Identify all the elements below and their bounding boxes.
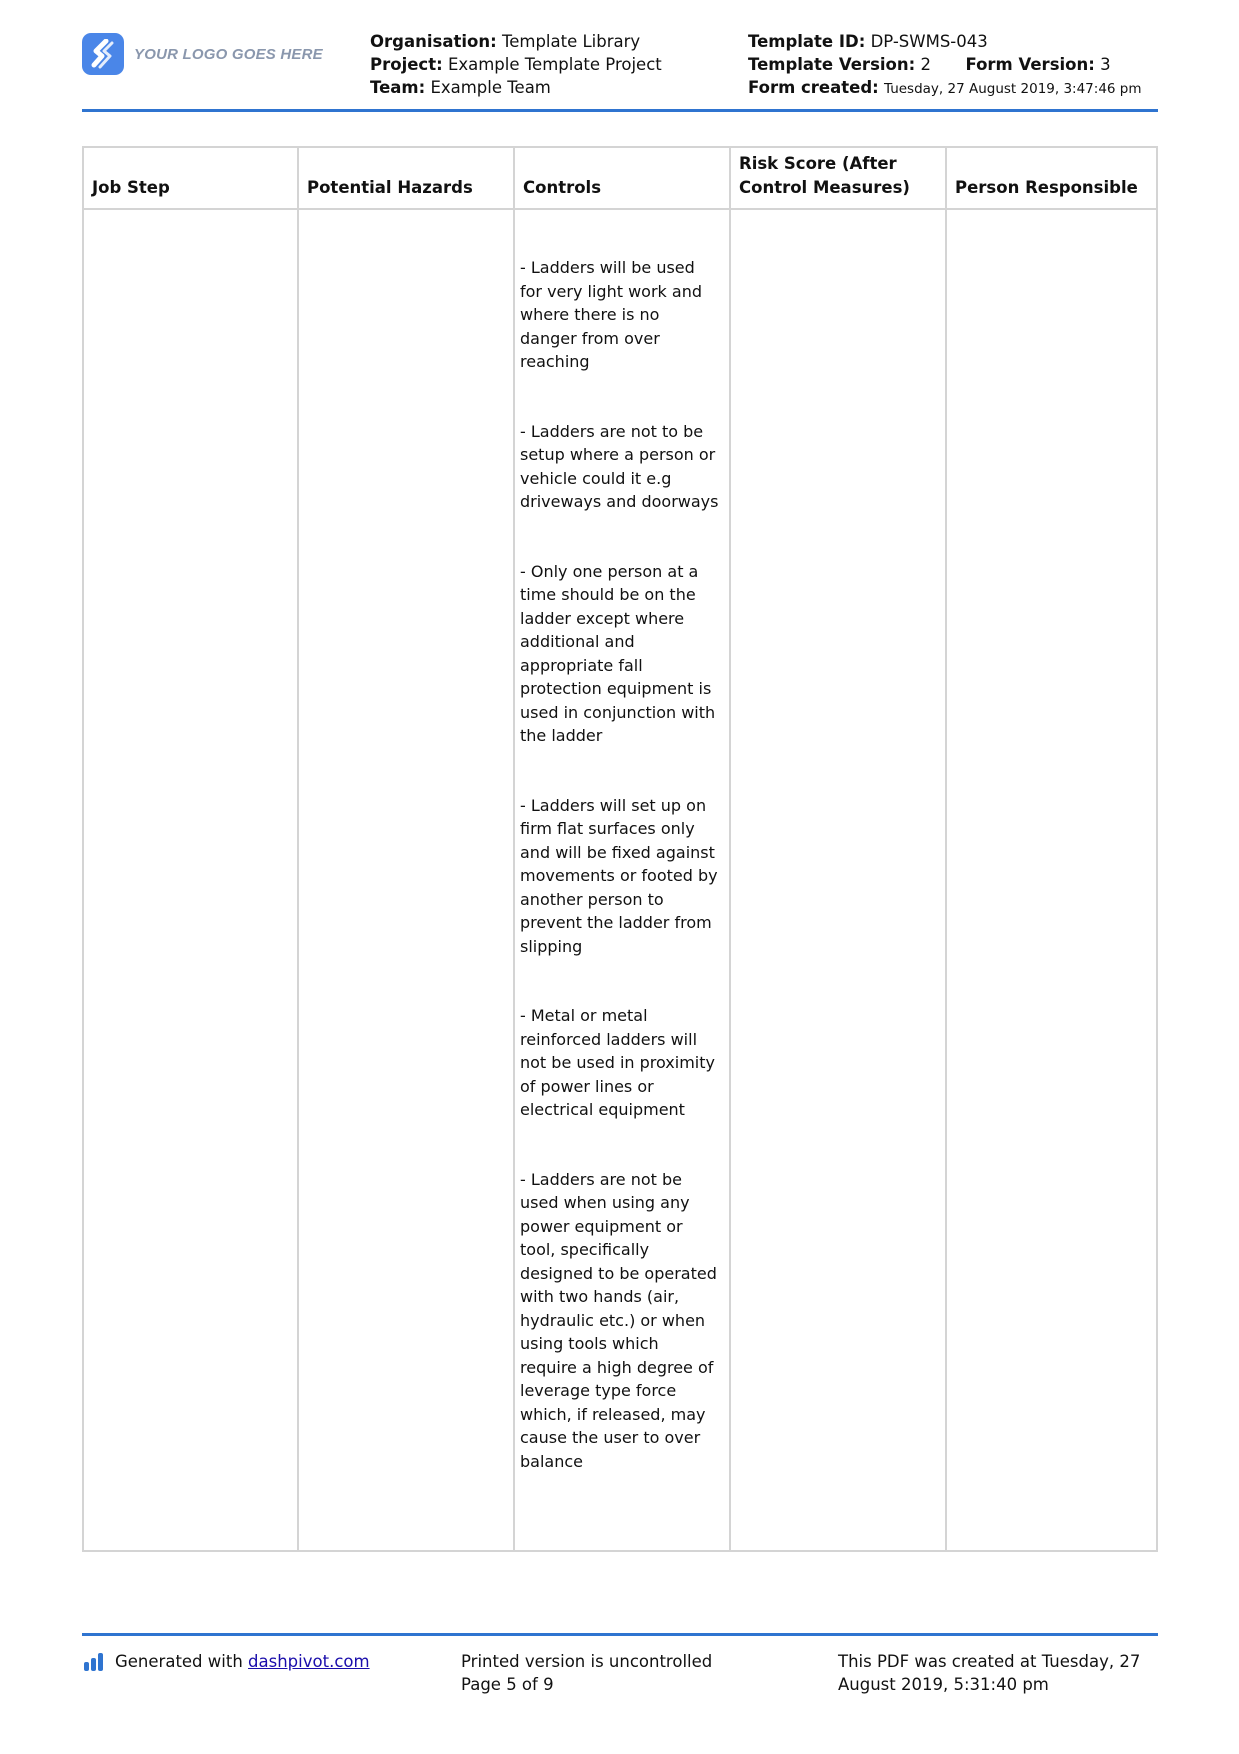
template-id-value: DP-SWMS-043 [870,32,988,51]
control-item: - Ladders are not be used when using any power equipment or tool, specifically designed to be operated with two hands (air, hydraulic etc.) or when using tools which require a high degree of leverage type force which, if released, may cause the user to over balance [520,1169,717,1471]
column-header-person-responsible: Person Responsible [947,148,1156,210]
column-header-potential-hazards: Potential Hazards [299,148,515,210]
logo-text: YOUR LOGO GOES HERE [134,45,323,63]
header-template-info [748,30,1142,101]
swms-table [82,146,1158,1552]
template-id-row [748,30,1142,53]
column-divider [513,148,515,1550]
control-item: - Ladders are not to be setup where a person or vehicle could it e.g driveways and doorways [520,421,719,511]
logo-icon [82,33,124,75]
column-divider [297,148,299,1550]
form-version-value: 3 [1100,55,1111,74]
column-divider [945,148,947,1550]
team-value: Example Team [430,78,551,97]
project-value: Example Template Project [447,55,662,74]
version-row [748,53,1142,76]
uncontrolled-note: Printed version is uncontrolled [461,1652,713,1671]
form-created-value: Tuesday, 27 August 2019, 3:47:46 pm [884,81,1142,97]
organisation-value: Template Library [501,32,641,51]
control-item: - Ladders will set up on firm flat surfaces only and will be fixed against movements or footed by another person to prevent the ladder from slipping [520,795,718,956]
dashpivot-link[interactable]: dashpivot.com [248,1652,370,1671]
project-row [370,53,662,76]
organisation-label: Organisation: [370,32,497,51]
header-divider [82,109,1158,112]
footer-generated [84,1650,370,1673]
project-label: Project: [370,55,443,74]
footer-divider [82,1633,1158,1636]
header-project-info [370,30,662,99]
pdf-created-note: This PDF was created at Tuesday, 27 August 2019, 5:31:40 pm [838,1652,1141,1694]
team-label: Team: [370,78,426,97]
column-header-controls: Controls [515,148,731,210]
form-created-label: Form created: [748,78,879,97]
control-item: - Metal or metal reinforced ladders will not be used in proximity of power lines or electrical equipment [520,1006,715,1119]
control-item: - Ladders will be used for very light work and where there is no danger from over reaching [520,258,702,371]
dashpivot-bars-icon [84,1653,105,1671]
footer-page-info [461,1650,712,1696]
page-number: Page 5 of 9 [461,1675,554,1694]
template-version-label: Template Version: [748,55,916,74]
generated-prefix: Generated with [115,1652,243,1671]
template-version-value: 2 [920,55,931,74]
team-row [370,76,662,99]
column-header-risk-score: Risk Score (After Control Measures) [731,148,947,210]
form-version-label: Form Version: [965,55,1095,74]
company-logo [82,33,323,75]
form-created-row [748,76,1142,101]
control-item: - Only one person at a time should be on the ladder except where additional and appropriate fall protection equipment is used in conjunction with the ladder [520,561,716,745]
template-id-label: Template ID: [748,32,866,51]
organisation-row [370,30,662,53]
column-header-job-step: Job Step [84,148,299,210]
controls-cell [520,256,720,1473]
column-divider [729,148,731,1550]
